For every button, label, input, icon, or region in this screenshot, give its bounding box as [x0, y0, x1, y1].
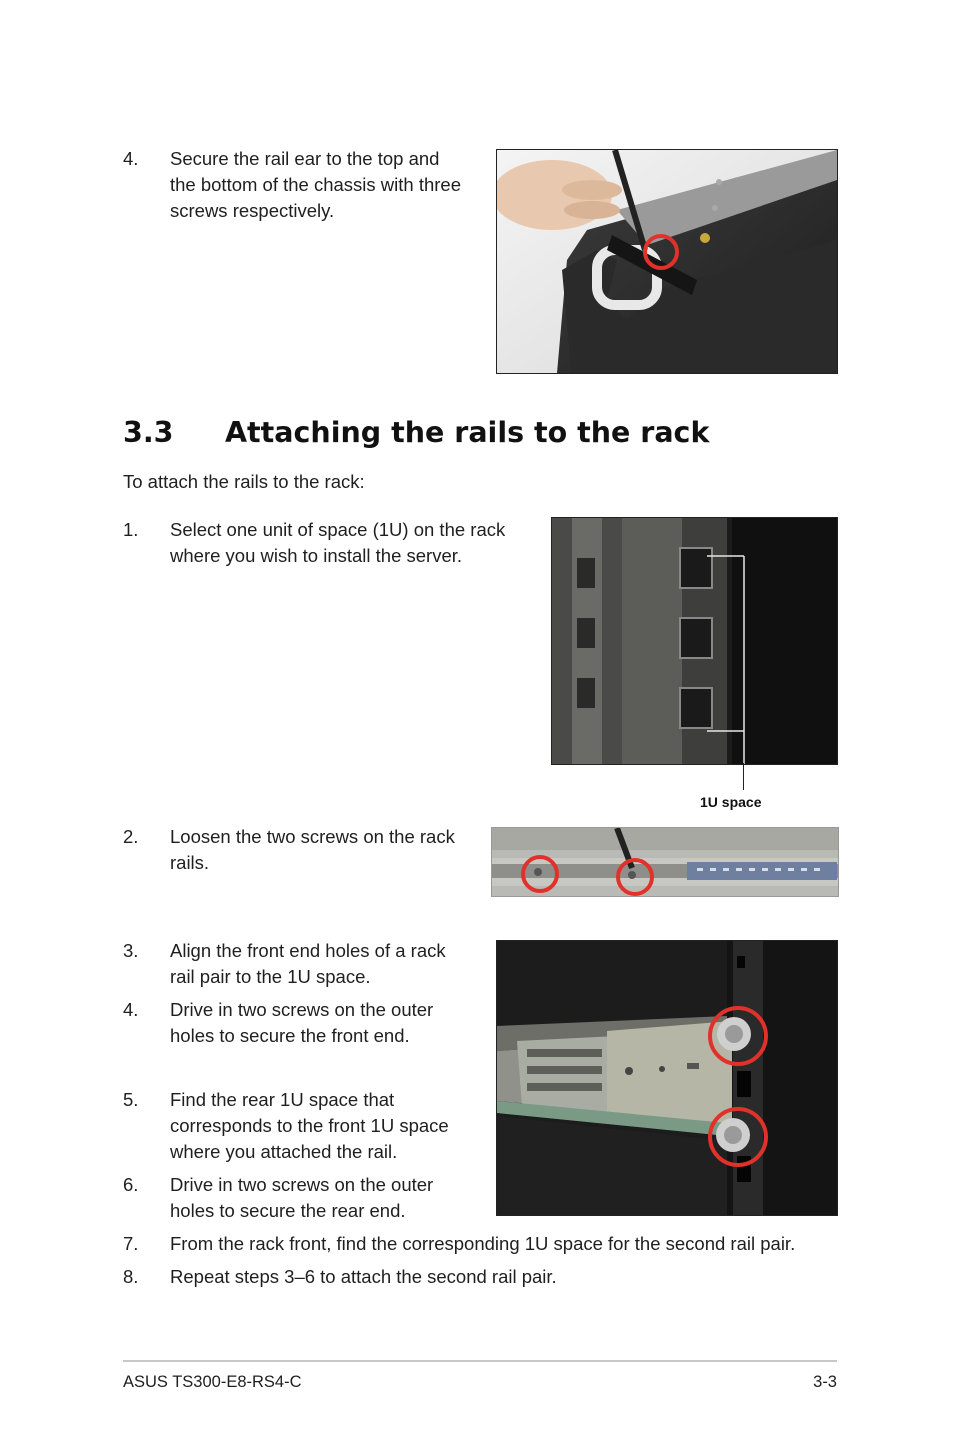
intro-text: To attach the rails to the rack: [123, 471, 365, 492]
step-number: 1. [123, 519, 139, 540]
step-number: 6. [123, 1174, 139, 1195]
step-text: Loosen the two screws on the rack rails. [170, 826, 455, 873]
section-heading [123, 416, 709, 449]
callout-line [743, 763, 744, 790]
footer-divider [123, 1360, 837, 1362]
footer-page-number: 3-3 [813, 1373, 837, 1391]
rail-ear-photo [496, 149, 838, 374]
rail-screws-photo [491, 827, 839, 897]
footer-product-name: ASUS TS300-E8-RS4-C [123, 1373, 302, 1391]
step-text: Select one unit of space (1U) on the rack where you wish to install the server. [170, 519, 506, 566]
step-number: 8. [123, 1266, 139, 1287]
step-text: From the rack front, find the corresponding 1U space for the second rail pair. [170, 1233, 796, 1254]
step-number: 2. [123, 826, 139, 847]
step-number: 7. [123, 1233, 139, 1254]
step-text: Drive in two screws on the outer holes to secure the front end. [170, 999, 434, 1046]
step-text: Drive in two screws on the outer holes to secure the rear end. [170, 1174, 434, 1221]
step-number: 3. [123, 940, 139, 961]
section-number: 3.3 [123, 416, 174, 449]
step-number: 4. [123, 148, 139, 169]
step-number: 5. [123, 1089, 139, 1110]
step-text: Secure the rail ear to the top and the bottom of the chassis with three screws respectively. [170, 148, 462, 221]
figure-caption: 1U space [700, 794, 762, 810]
rack-1u-photo [551, 517, 838, 765]
step-number: 4. [123, 999, 139, 1020]
rail-mounted-photo [496, 940, 838, 1216]
step-text: Align the front end holes of a rack rail pair to the 1U space. [170, 940, 446, 987]
section-title: Attaching the rails to the rack [225, 416, 710, 449]
step-text: Repeat steps 3–6 to attach the second rail pair. [170, 1266, 557, 1287]
step-text: Find the rear 1U space that corresponds to the front 1U space where you attached the rail. [170, 1089, 449, 1162]
